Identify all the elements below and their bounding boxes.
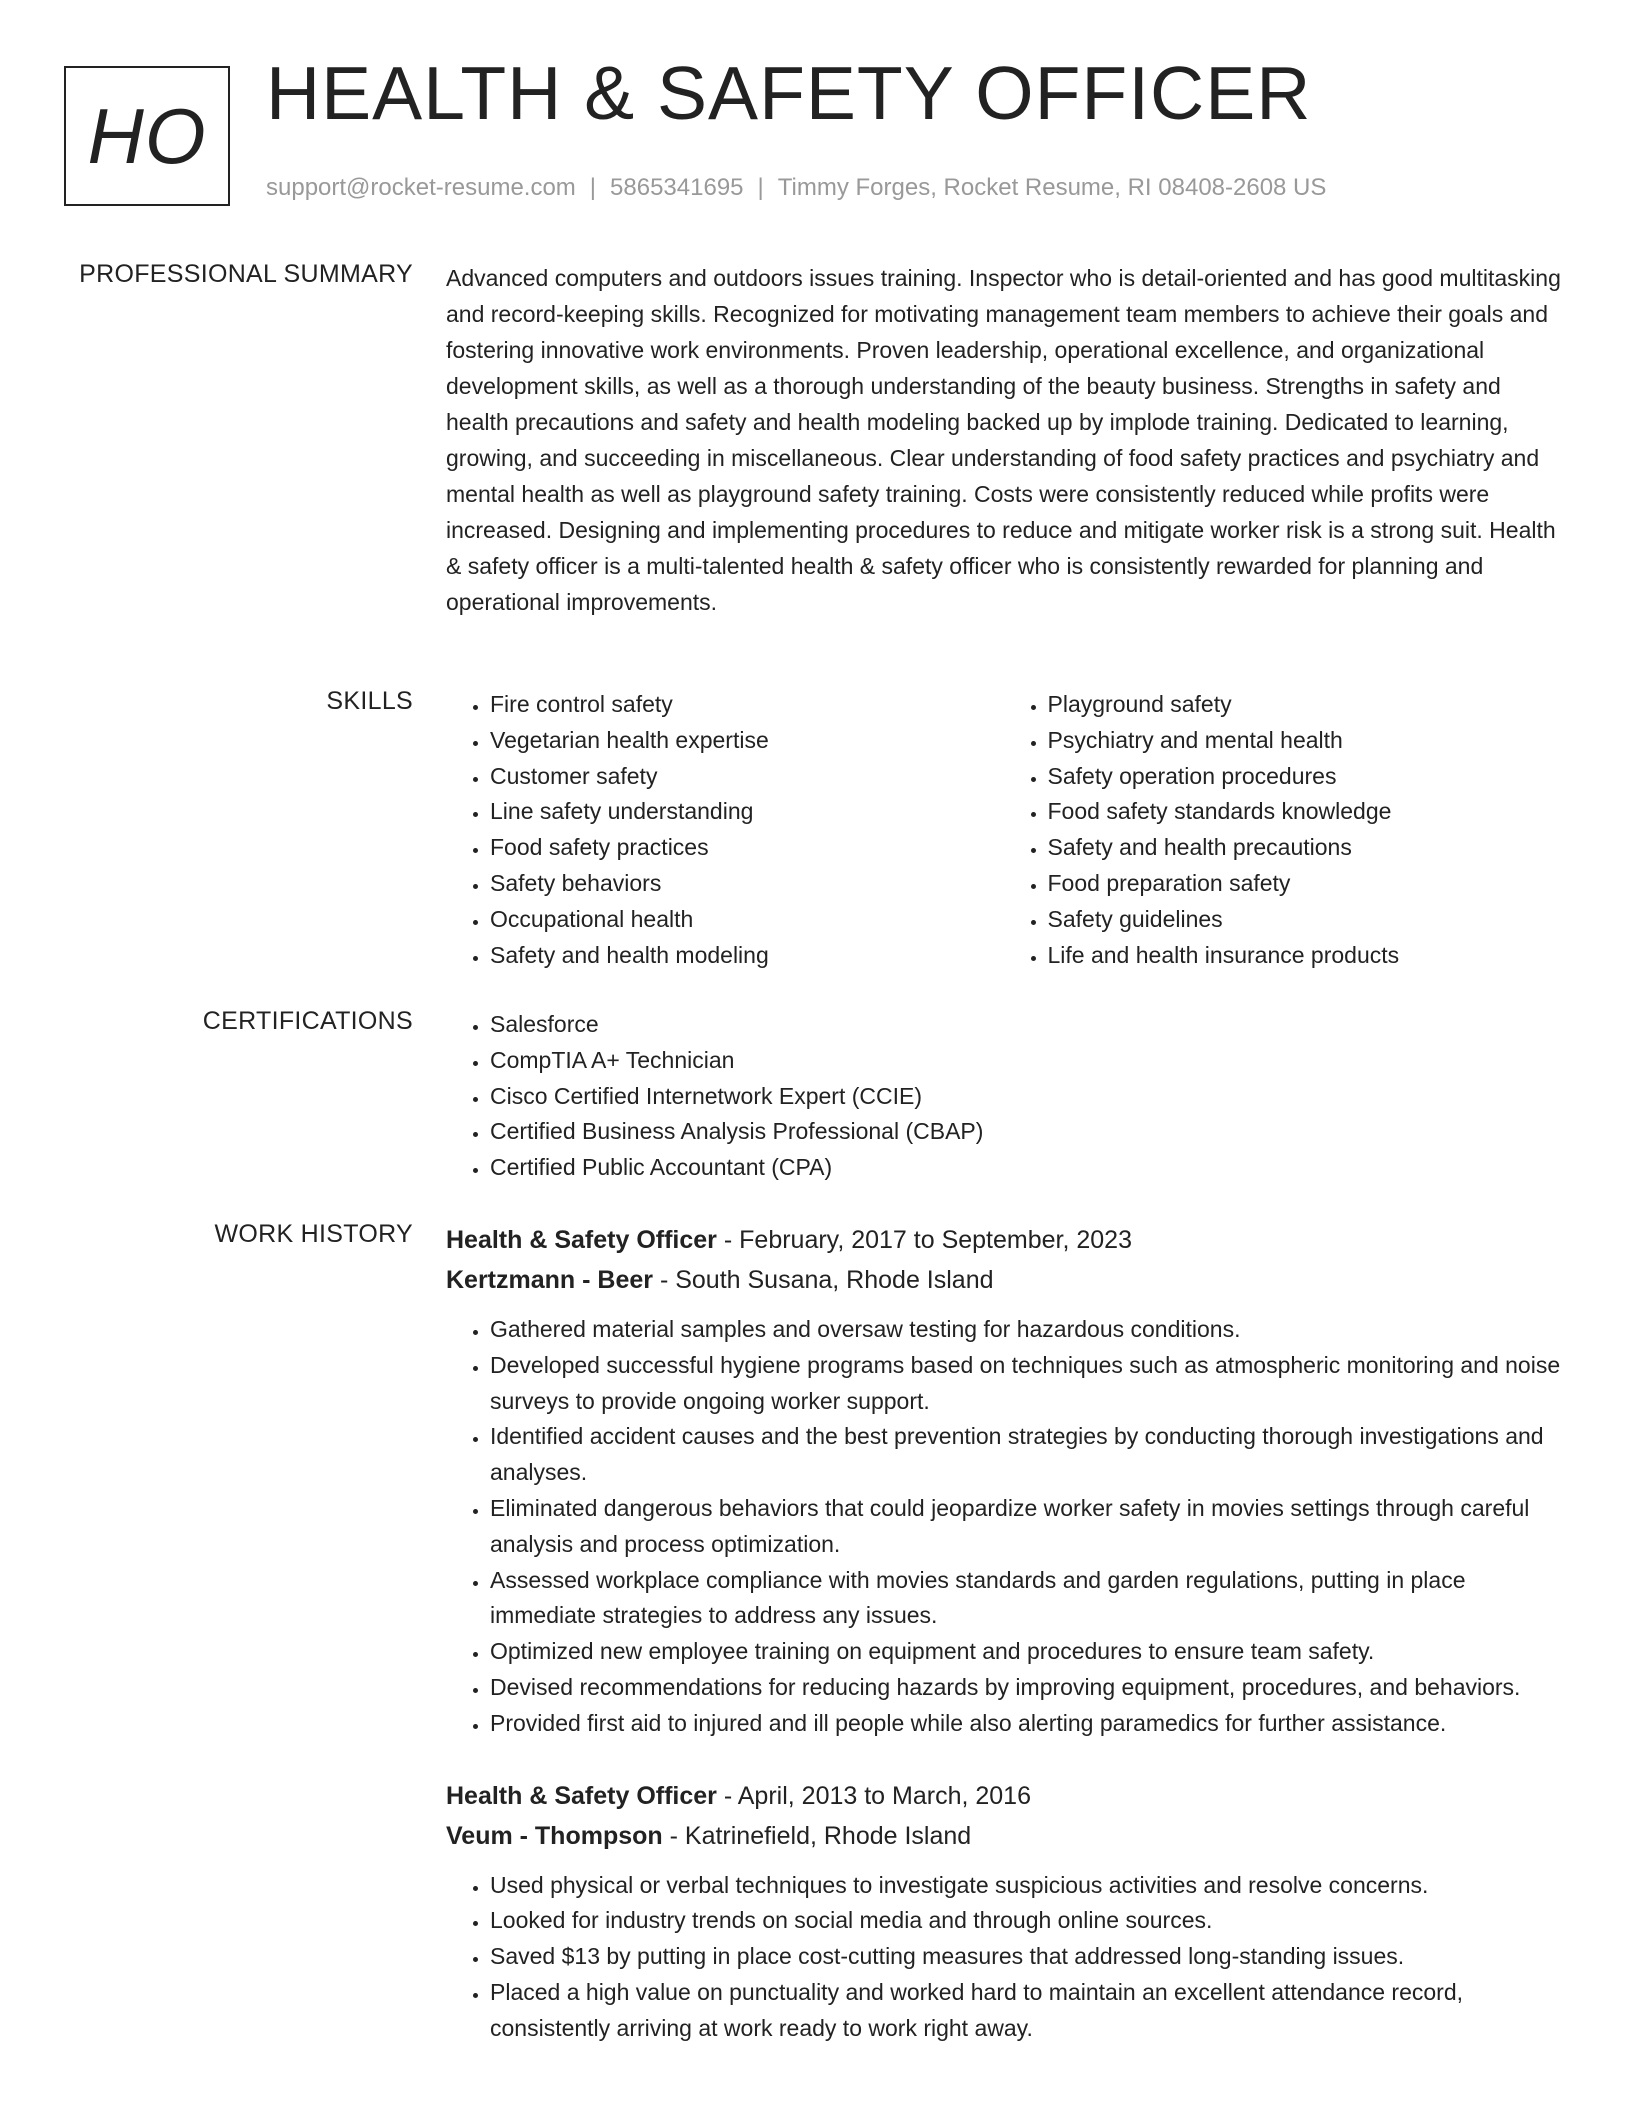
skill-item: • Line safety understanding <box>490 794 1004 830</box>
job-title: Health & Safety Officer <box>446 1781 717 1810</box>
job-entry <box>446 1776 1561 2047</box>
certifications-list <box>446 1007 1561 1186</box>
skill-item: • Customer safety <box>490 759 1004 795</box>
job-duty: • Looked for industry trends on social media and through online sources. <box>490 1903 1561 1939</box>
job-duty: • Eliminated dangerous behaviors that could jeopardize worker safety in movies settings through careful analysis and process optimization. <box>490 1491 1561 1563</box>
skill-item: • Safety and health modeling <box>490 938 1004 974</box>
job-duty: • Assessed workplace compliance with movies standards and garden regulations, putting in place immediate strategies to address any issues. <box>490 1563 1561 1635</box>
job-title-line <box>446 1776 1561 1816</box>
job-title-line <box>446 1220 1561 1260</box>
contact-separator: | <box>589 174 597 201</box>
resume-title: HEALTH & SAFETY OFFICER <box>266 51 1312 135</box>
job-dates: - February, 2017 to September, 2023 <box>716 1226 1132 1254</box>
contact-line <box>266 174 1326 202</box>
monogram-initials: HO <box>87 91 207 180</box>
certifications-heading: CERTIFICATIONS <box>202 1007 413 1035</box>
skill-item: • Safety guidelines <box>1048 902 1562 938</box>
monogram-badge <box>64 66 230 206</box>
job-duty: • Gathered material samples and oversaw testing for hazardous conditions. <box>490 1312 1561 1348</box>
summary-text: Advanced computers and outdoors issues training. Inspector who is detail-oriented and has good multitasking and record-keeping skills. Recognized for motivating management team members to achieve their goals and fostering innovative work environments. Proven leadership, operational excellence, and organizational development skills, as well as a thorough understanding of the beauty business. Strengths in safety and health precautions and safety and health modeling backed up by implode training. Dedicated to learning, growing, and succeeding in miscellaneous. Clear understanding of food safety practices and psychiatry and mental health as well as playground safety training. Costs were consistently reduced while profits were increased. Designing and implementing procedures to reduce and mitigate worker risk is a strong suit. Health & safety officer is a multi-talented health & safety officer who is consistently rewarded for planning and operational improvements. <box>446 265 1561 615</box>
work-history-heading: WORK HISTORY <box>214 1220 413 1248</box>
job-dates: - April, 2013 to March, 2016 <box>716 1781 1031 1810</box>
contact-separator: | <box>757 174 764 201</box>
skills-heading: SKILLS <box>326 687 413 715</box>
job-duty: • Saved $13 by putting in place cost-cutting measures that addressed long-standing issues. <box>490 1939 1561 1975</box>
contact-email: support@rocket-resume.com <box>266 174 576 201</box>
summary-heading: PROFESSIONAL SUMMARY <box>79 260 413 288</box>
job-duty: • Used physical or verbal techniques to investigate suspicious activities and resolve concerns. <box>490 1868 1561 1904</box>
job-duty: • Devised recommendations for reducing hazards by improving equipment, procedures, and behaviors. <box>490 1670 1561 1706</box>
certification-item: • Certified Business Analysis Professional (CBAP) <box>490 1114 1561 1150</box>
skill-item: • Safety and health precautions <box>1048 830 1562 866</box>
job-duty: • Identified accident causes and the best prevention strategies by conducting thorough investigations and analyses. <box>490 1419 1561 1491</box>
job-duty: • Provided first aid to injured and ill people while also alerting paramedics for further assistance. <box>490 1706 1561 1742</box>
skill-item: • Safety behaviors <box>490 866 1004 902</box>
certification-item: • Certified Public Accountant (CPA) <box>490 1150 1561 1186</box>
job-entry <box>446 1220 1561 1742</box>
skill-item: • Playground safety <box>1048 687 1562 723</box>
skill-item: • Occupational health <box>490 902 1004 938</box>
skills-list-right <box>1004 687 1562 973</box>
job-duty: • Developed successful hygiene programs based on techniques such as atmospheric monitoring and noise surveys to provide ongoing worker support. <box>490 1348 1561 1420</box>
job-employer-line <box>446 1816 1561 1856</box>
skill-item: • Vegetarian health expertise <box>490 723 1004 759</box>
job-employer-line <box>446 1260 1561 1300</box>
job-duty: • Placed a high value on punctuality and worked hard to maintain an excellent attendance record, consistently arriving at work ready to work right away. <box>490 1975 1561 2047</box>
skills-list-left <box>446 687 1004 973</box>
skill-item: • Food preparation safety <box>1048 866 1562 902</box>
job-employer: Kertzmann - Beer <box>446 1266 653 1294</box>
contact-address: Timmy Forges, Rocket Resume, RI 08408-2608 US <box>777 174 1327 201</box>
job-location: - Katrinefield, Rhode Island <box>662 1821 972 1850</box>
job-location: - South Susana, Rhode Island <box>653 1266 994 1294</box>
skill-item: • Psychiatry and mental health <box>1048 723 1562 759</box>
certification-item: • Salesforce <box>490 1007 1561 1043</box>
job-title: Health & Safety Officer <box>446 1226 717 1254</box>
skill-item: • Food safety standards knowledge <box>1048 794 1562 830</box>
job-employer: Veum - Thompson <box>446 1821 663 1850</box>
skill-item: • Safety operation procedures <box>1048 759 1562 795</box>
job-duties-list <box>446 1312 1561 1742</box>
certification-item: • CompTIA A+ Technician <box>490 1043 1561 1079</box>
skill-item: • Food safety practices <box>490 830 1004 866</box>
job-duty: • Optimized new employee training on equipment and procedures to ensure team safety. <box>490 1634 1561 1670</box>
contact-phone: 5865341695 <box>610 174 744 201</box>
skill-item: • Life and health insurance products <box>1048 938 1562 974</box>
job-duties-list <box>446 1868 1561 2047</box>
skill-item: • Fire control safety <box>490 687 1004 723</box>
certification-item: • Cisco Certified Internetwork Expert (CCIE) <box>490 1079 1561 1115</box>
